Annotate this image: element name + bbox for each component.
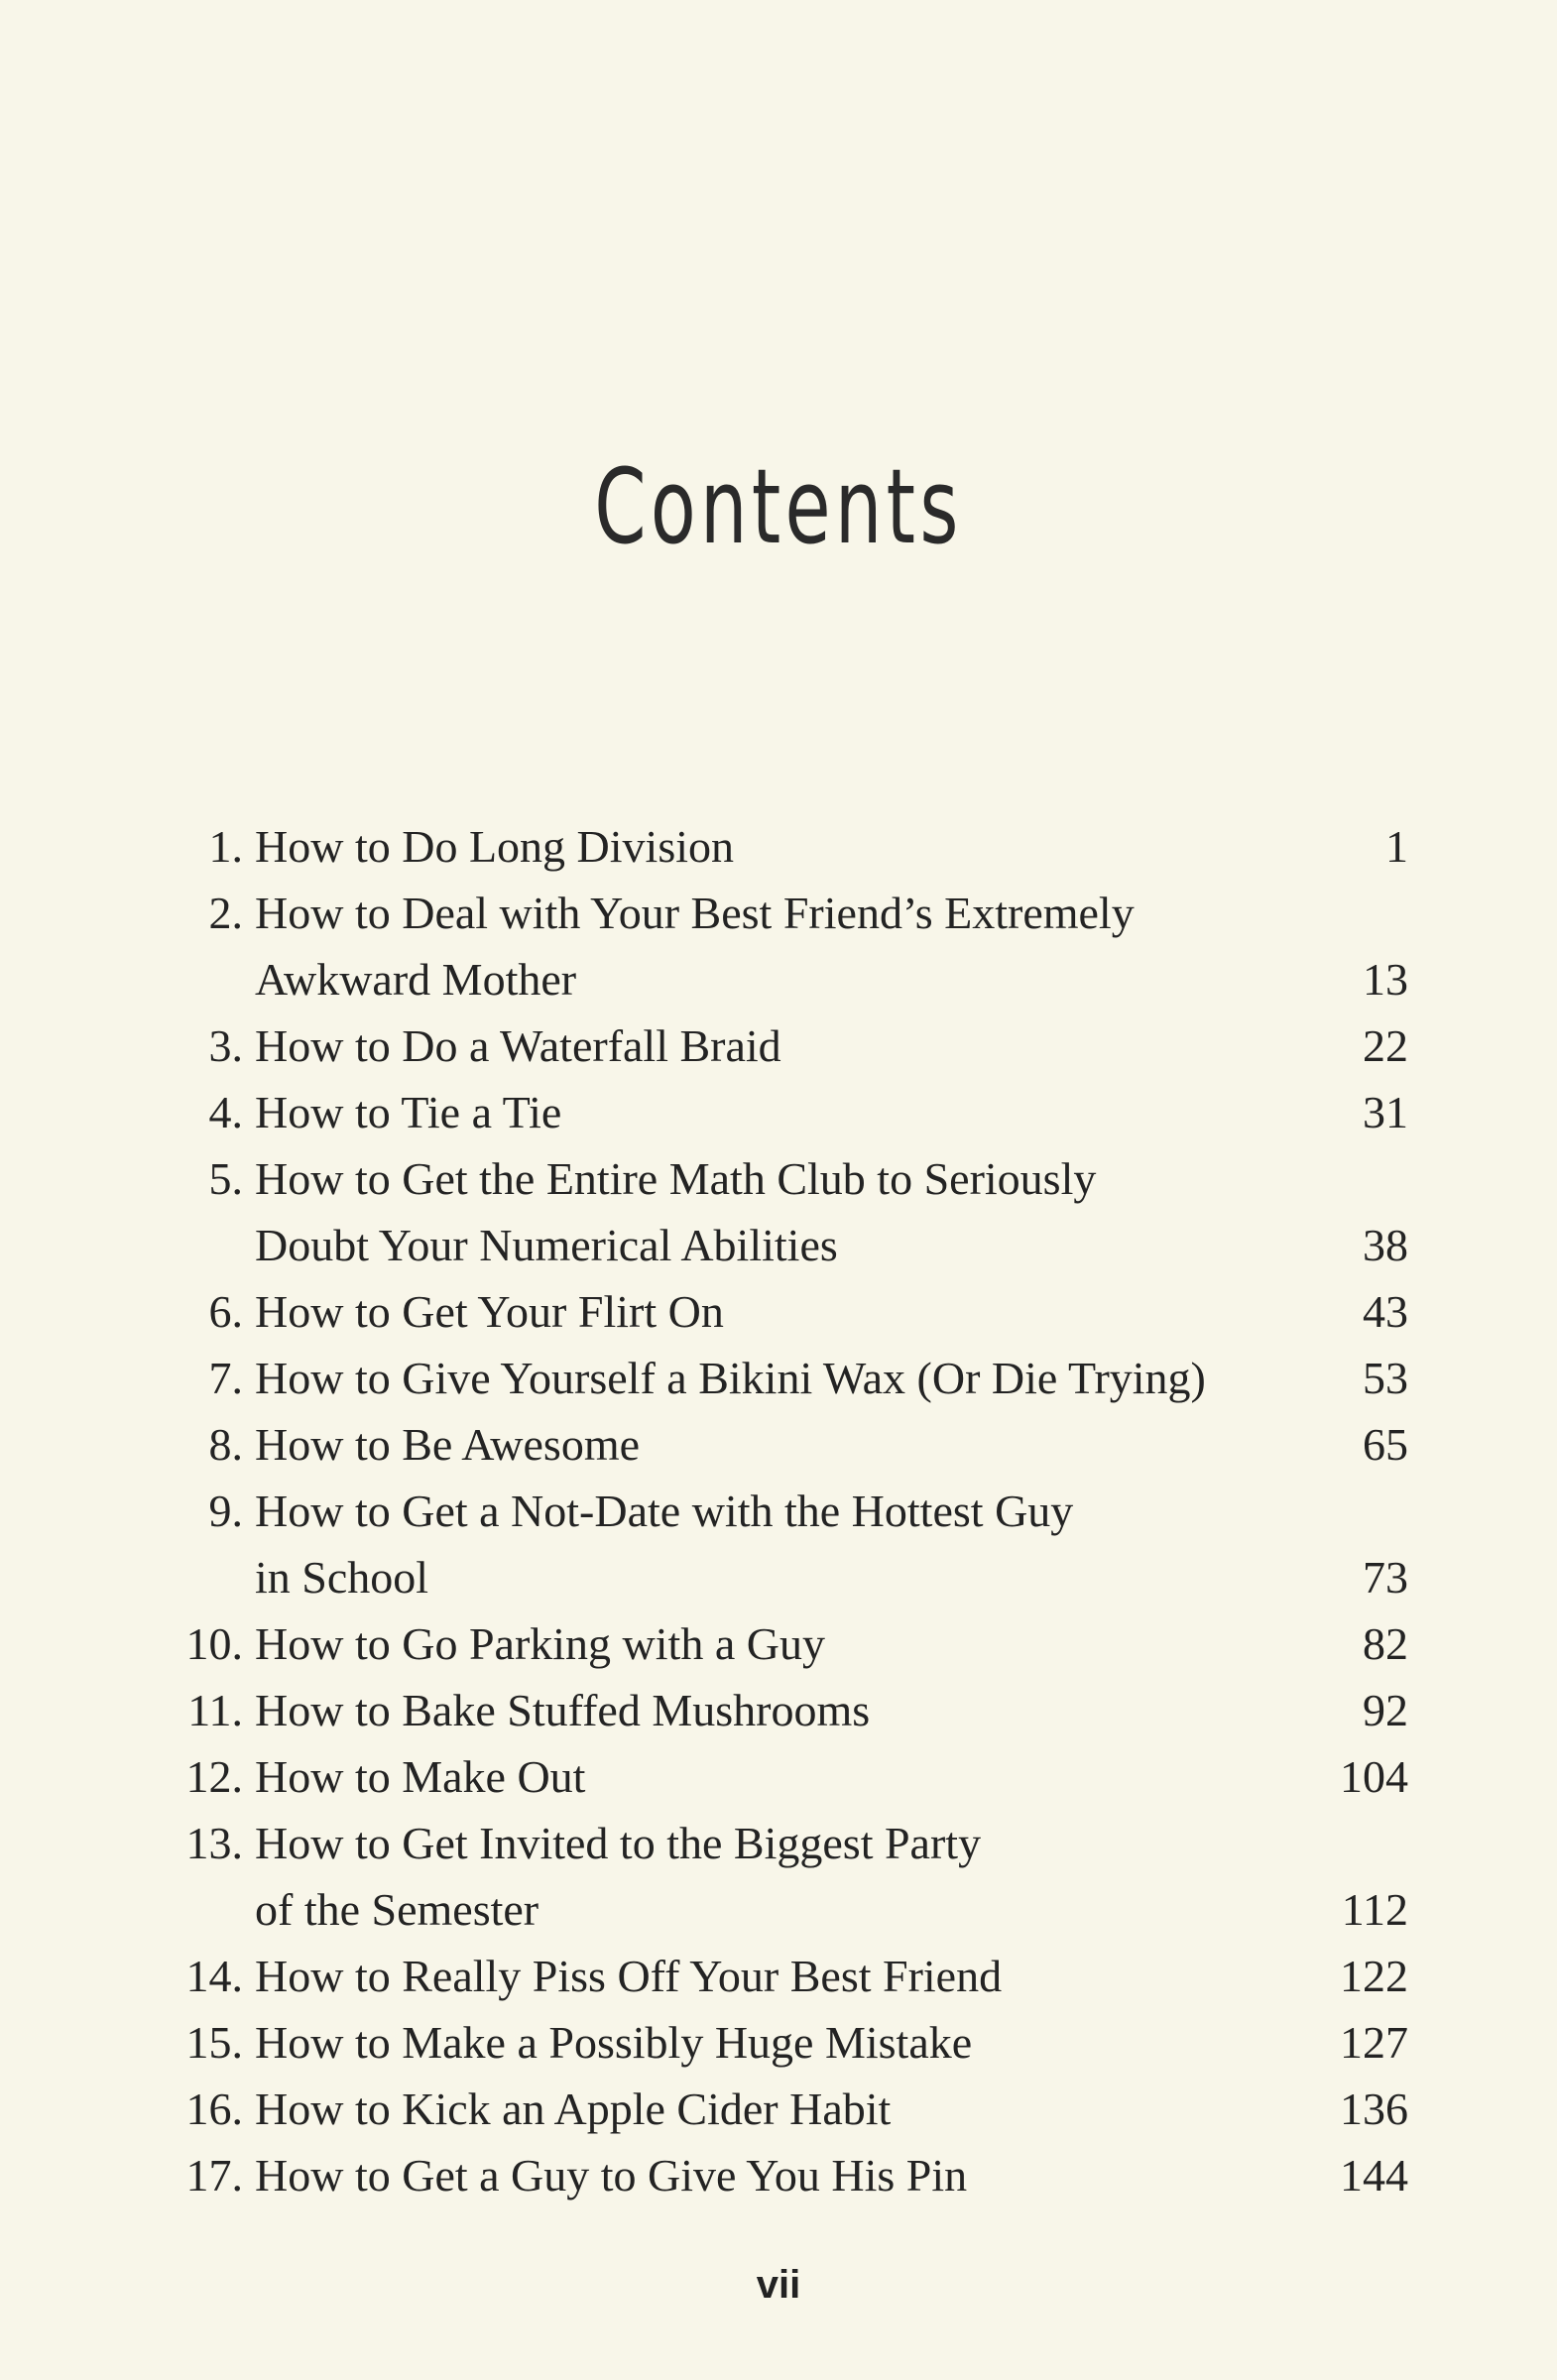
chapter-number: 3. [208,1020,243,1071]
toc-entry [159,813,1408,880]
toc-entry [159,1478,1408,1610]
page-number: 127 [1340,2017,1408,2068]
chapter-title: How to Make a Possibly Huge Mistake [255,2017,973,2068]
toc-entry [159,1079,1408,1145]
toc-entry [159,1943,1408,2009]
chapter-title: How to Bake Stuffed Mushrooms [255,1685,871,1735]
chapter-number: 14. [185,1951,243,2001]
chapter-number: 2. [208,888,243,938]
chapter-number: 10. [185,1618,243,1669]
chapter-number: 4. [208,1087,243,1137]
toc-entry [159,1610,1408,1677]
chapter-title: How to Get Your Flirt On [255,1286,724,1337]
chapter-number: 12. [185,1751,243,1802]
page-folio: vii [756,2263,801,2307]
page-number: 38 [1363,1220,1408,1270]
chapter-title: How to Get Invited to the Biggest Party of the Semester [255,1818,982,1935]
page-number: 65 [1363,1419,1408,1470]
page-number: 22 [1363,1020,1408,1071]
chapter-number: 1. [208,821,243,872]
toc-entry [159,2009,1408,2076]
chapter-title: How to Tie a Tie [255,1087,562,1137]
page-number: 43 [1363,1286,1408,1337]
chapter-number: 11. [187,1685,243,1735]
page-number: 112 [1341,1884,1408,1935]
chapter-number: 9. [208,1486,243,1536]
toc-entry [159,2142,1408,2208]
toc-entry [159,1145,1408,1278]
page-number: 144 [1340,2150,1408,2201]
toc-entry [159,1743,1408,1810]
page-number: 73 [1363,1552,1408,1603]
page-number: 122 [1340,1951,1408,2001]
toc-entry [159,880,1408,1012]
page-title: Contents [594,446,963,567]
toc-entry [159,1012,1408,1079]
chapter-title: How to Really Piss Off Your Best Friend [255,1951,1003,2001]
chapter-title: How to Get a Not-Date with the Hottest Guy in School [255,1486,1074,1603]
page-number: 53 [1363,1353,1408,1403]
chapter-title: How to Do a Waterfall Braid [255,1020,781,1071]
chapter-number: 7. [208,1353,243,1403]
toc-entry [159,1345,1408,1411]
chapter-title: How to Get the Entire Math Club to Seriously Doubt Your Numerical Abilities [255,1153,1097,1270]
chapter-title: How to Give Yourself a Bikini Wax (Or Die Trying) [255,1353,1206,1403]
toc-entry [159,1677,1408,1743]
page-number: 92 [1363,1685,1408,1735]
page-number: 13 [1363,954,1408,1005]
page-number: 31 [1363,1087,1408,1137]
chapter-title: How to Deal with Your Best Friend’s Extremely Awkward Mother [255,888,1135,1005]
chapter-title: How to Make Out [255,1751,586,1802]
chapter-number: 5. [208,1153,243,1204]
chapter-number: 8. [208,1419,243,1470]
chapter-number: 17. [185,2150,243,2201]
chapter-number: 13. [185,1818,243,1868]
chapter-title: How to Kick an Apple Cider Habit [255,2083,892,2134]
chapter-title: How to Be Awesome [255,1419,641,1470]
chapter-title: How to Go Parking with a Guy [255,1618,825,1669]
toc-entry [159,1810,1408,1943]
chapter-number: 6. [208,1286,243,1337]
page-number: 136 [1340,2083,1408,2134]
chapter-number: 16. [185,2083,243,2134]
toc-entry [159,2076,1408,2142]
chapter-title: How to Get a Guy to Give You His Pin [255,2150,968,2201]
toc-entry [159,1411,1408,1478]
page-number: 1 [1385,821,1408,872]
page-number: 82 [1363,1618,1408,1669]
chapter-number: 15. [185,2017,243,2068]
page-number: 104 [1340,1751,1408,1802]
chapter-title: How to Do Long Division [255,821,734,872]
table-of-contents [159,813,1408,2208]
toc-entry [159,1278,1408,1345]
